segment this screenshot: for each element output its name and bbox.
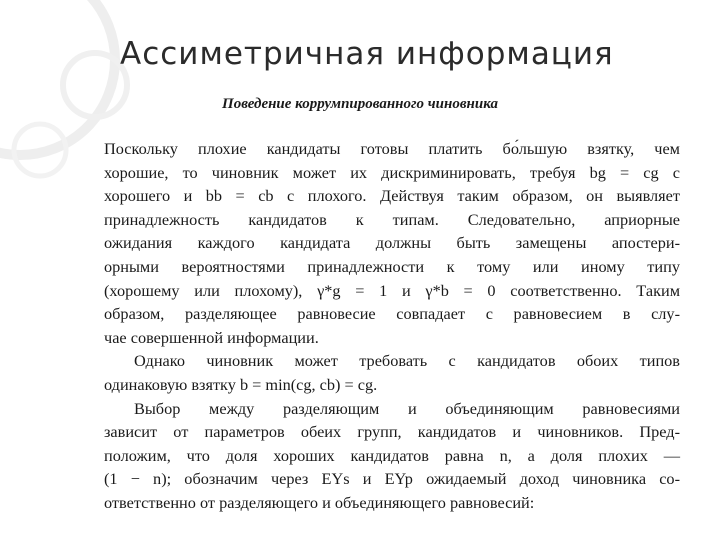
text-line: хорошего и bb = cb с плохого. Действуя таким образом, он выявляет	[104, 186, 680, 206]
text-line: (1 − n); обозначим через EYs и EYp ожидаемый доход чиновника со-	[104, 469, 680, 489]
text-line: принадлежность кандидатов к типам. Следовательно, априорные	[104, 209, 680, 229]
text-line: образом, разделяющее равновесие совпадает с равновесием в слу-	[104, 304, 680, 324]
text-line: ожидания каждого кандидата должны быть замещены апостери-	[104, 233, 680, 253]
text-line: Однако чиновник может требовать с кандидатов обоих типов	[134, 351, 680, 371]
text-line: орными вероятностями принадлежности к тому или иному типу	[104, 256, 680, 276]
text-line: одинаковую взятку b = min(cg, cb) = cg.	[104, 374, 378, 394]
text-line: чае совершенной информации.	[104, 327, 319, 347]
slide-subtitle: Поведение коррумпированного чиновника	[222, 96, 498, 112]
text-line: Поскольку плохие кандидаты готовы платить бо́льшую взятку, чем	[104, 139, 680, 158]
text-line: Выбор между разделяющим и объединяющим равновесиями	[134, 398, 680, 418]
slide-title: Ассиметричная информация	[120, 36, 614, 72]
text-line: ответственно от разделяющего и объединяющего равновесий:	[104, 492, 535, 512]
text-line: (хорошему или плохому), γ*g = 1 и γ*b = 0 соответственно. Таким	[104, 280, 680, 300]
text-line: положим, что доля хороших кандидатов равна n, а доля плохих —	[104, 445, 680, 465]
text-line: зависит от параметров обеих групп, кандидатов и чиновников. Пред-	[104, 422, 680, 442]
body-text	[104, 137, 680, 515]
text-line: хорошие, то чиновник может их дискриминировать, требуя bg = cg с	[104, 162, 680, 182]
